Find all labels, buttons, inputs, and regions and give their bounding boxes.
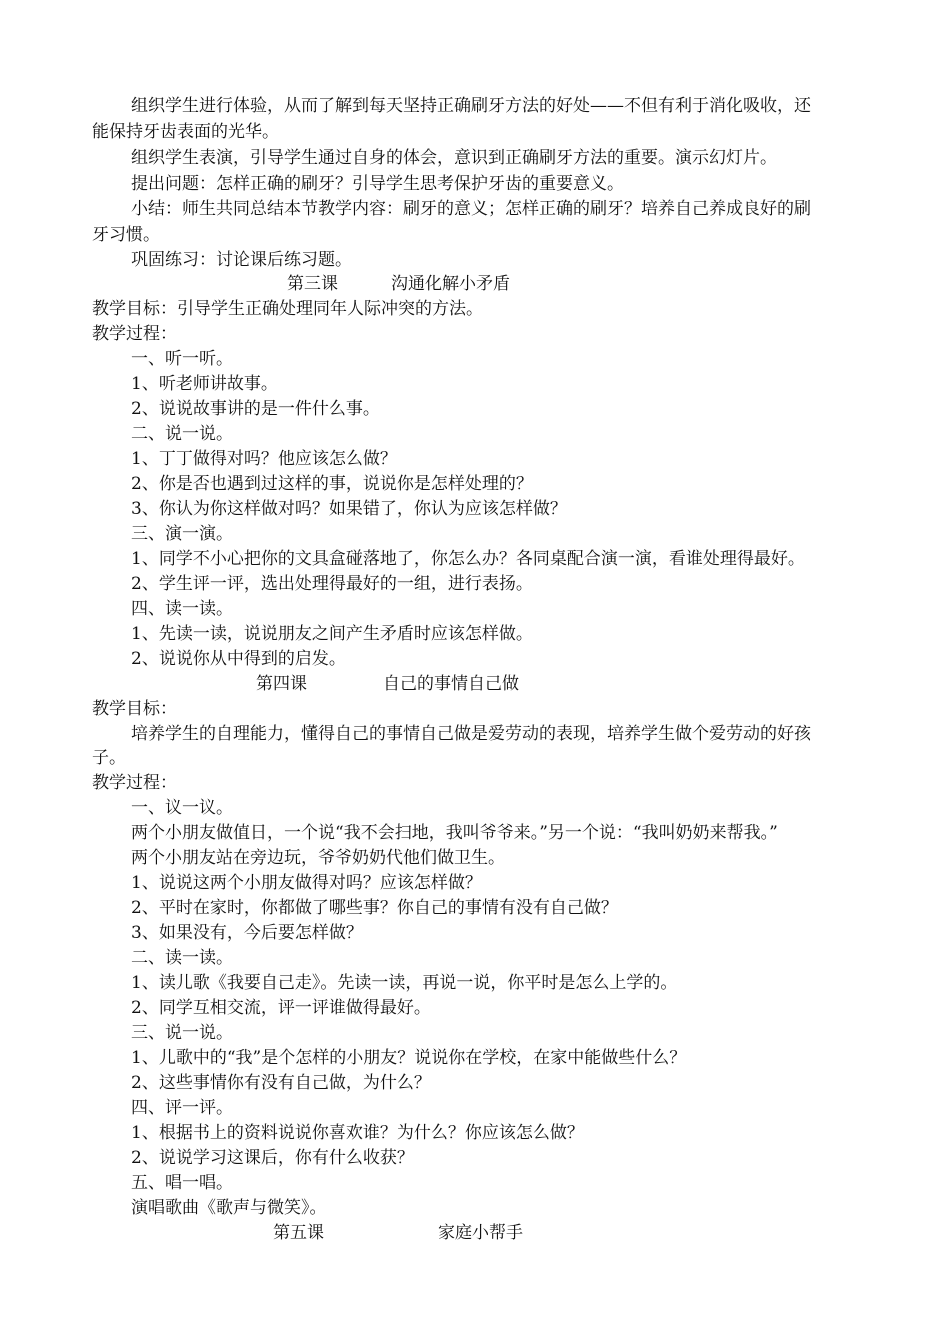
list-item: 二、说一说。	[131, 424, 233, 444]
paragraph-line: 培养学生的自理能力，懂得自己的事情自己做是爱劳动的表现，培养学生做个爱劳动的好孩	[131, 724, 811, 744]
list-item: 五、唱一唱。	[131, 1173, 233, 1193]
paragraph-line: 组织学生表演，引导学生通过自身的体会，意识到正确刷牙方法的重要。演示幻灯片。	[131, 148, 777, 168]
list-item: 四、读一读。	[131, 599, 233, 619]
list-item: 2、同学互相交流，评一评谁做得最好。	[131, 998, 431, 1018]
list-item: 两个小朋友站在旁边玩，爷爷奶奶代他们做卫生。	[131, 848, 505, 868]
teaching-goal: 教学目标：引导学生正确处理同年人际冲突的方法。	[92, 299, 483, 319]
paragraph-line: 提出问题：怎样正确的刷牙？引导学生思考保护牙齿的重要意义。	[131, 174, 624, 194]
list-item: 1、听老师讲故事。	[131, 374, 278, 394]
lesson-title: 沟通化解小矛盾	[391, 274, 510, 294]
list-item: 3、你认为你这样做对吗？如果错了，你认为应该怎样做？	[131, 499, 567, 519]
list-item: 1、儿歌中的“我”是个怎样的小朋友？说说你在学校，在家中能做些什么？	[131, 1048, 687, 1068]
list-item: 1、说说这两个小朋友做得对吗？应该怎样做？	[131, 873, 482, 893]
list-item: 2、学生评一评，选出处理得最好的一组，进行表扬。	[131, 574, 533, 594]
paragraph-line: 能保持牙齿表面的光华。	[92, 122, 279, 142]
list-item: 2、你是否也遇到过这样的事，说说你是怎样处理的？	[131, 474, 533, 494]
lesson-number: 第五课	[273, 1223, 324, 1243]
list-item: 2、说说学习这课后，你有什么收获？	[131, 1148, 414, 1168]
process-label: 教学过程：	[92, 324, 177, 344]
list-item: 3、如果没有，今后要怎样做？	[131, 923, 363, 943]
list-item: 三、演一演。	[131, 524, 233, 544]
list-item: 2、平时在家时，你都做了哪些事？你自己的事情有没有自己做？	[131, 898, 618, 918]
list-item: 一、听一听。	[131, 349, 233, 369]
paragraph-line: 组织学生进行体验，从而了解到每天坚持正确刷牙方法的好处——不但有利于消化吸收，还	[131, 96, 811, 116]
list-item: 2、这些事情你有没有自己做，为什么？	[131, 1073, 431, 1093]
list-item: 两个小朋友做值日，一个说“我不会扫地，我叫爷爷来。”另一个说：“我叫奶奶来帮我。”	[131, 823, 778, 843]
list-item: 1、读儿歌《我要自己走》。先读一读，再说一说，你平时是怎么上学的。	[131, 973, 678, 993]
list-item: 1、同学不小心把你的文具盒碰落地了，你怎么办？各同桌配合演一演，看谁处理得最好。	[131, 549, 805, 569]
list-item: 四、评一评。	[131, 1098, 233, 1118]
list-item: 1、根据书上的资料说说你喜欢谁？为什么？你应该怎么做？	[131, 1123, 584, 1143]
paragraph-line: 牙习惯。	[92, 225, 160, 245]
list-item: 二、读一读。	[131, 948, 233, 968]
goal-label: 教学目标：	[92, 699, 177, 719]
paragraph-line: 小结：师生共同总结本节教学内容：刷牙的意义；怎样正确的刷牙？培养自己养成良好的刷	[131, 199, 811, 219]
list-item: 2、说说你从中得到的启发。	[131, 649, 346, 669]
list-item: 1、先读一读，说说朋友之间产生矛盾时应该怎样做。	[131, 624, 533, 644]
list-item: 1、丁丁做得对吗？他应该怎么做？	[131, 449, 397, 469]
list-item: 演唱歌曲《歌声与微笑》。	[131, 1198, 327, 1218]
list-item: 一、议一议。	[131, 798, 233, 818]
lesson-title: 自己的事情自己做	[383, 674, 519, 694]
lesson-number: 第三课	[287, 274, 338, 294]
paragraph-line: 子。	[92, 748, 126, 768]
list-item: 三、说一说。	[131, 1023, 233, 1043]
lesson-title: 家庭小帮手	[438, 1223, 523, 1243]
list-item: 2、说说故事讲的是一件什么事。	[131, 399, 380, 419]
paragraph-line: 巩固练习：讨论课后练习题。	[131, 250, 352, 270]
lesson-number: 第四课	[256, 674, 307, 694]
process-label: 教学过程：	[92, 773, 177, 793]
